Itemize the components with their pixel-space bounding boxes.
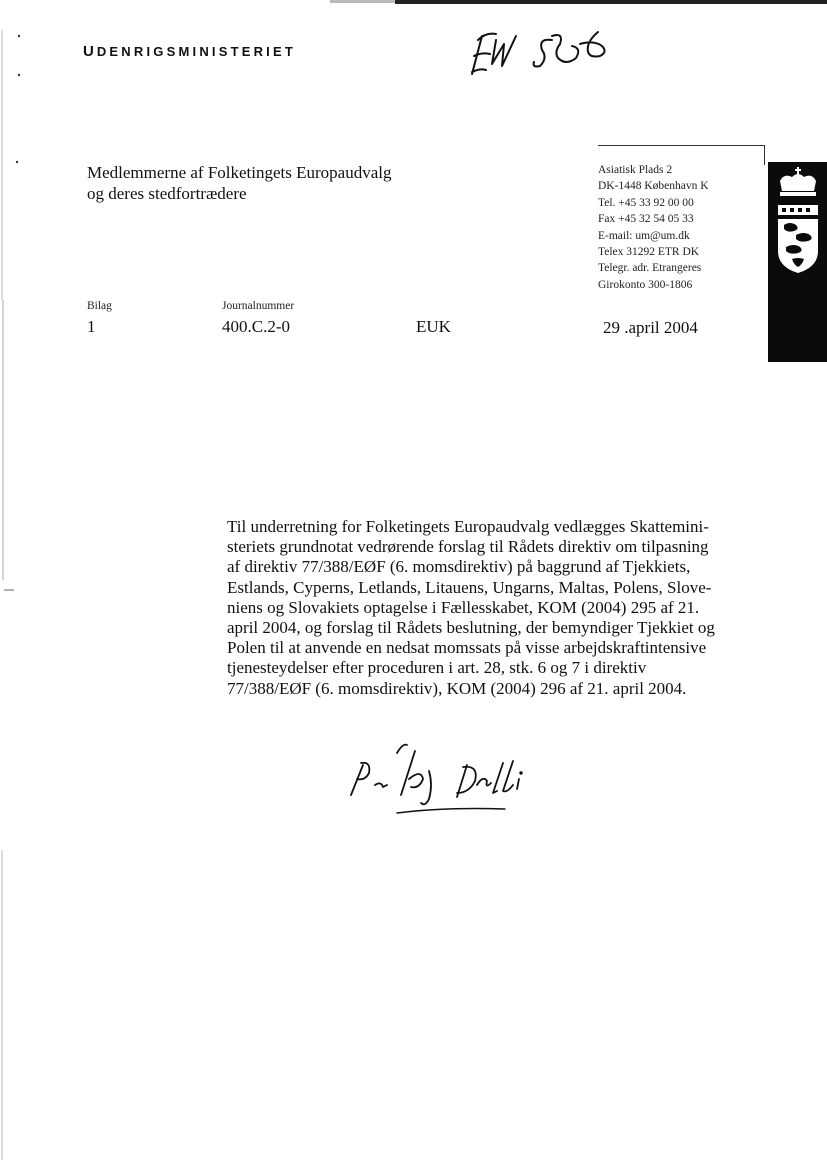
body-line: april 2004, og forslag til Rådets beslutning, der bemyndiger Tjekkiet og (227, 618, 715, 638)
body-line: steriets grundnotat vedrørende forslag til Rådets direktiv om tilpasning (227, 537, 709, 557)
handwritten-reference (468, 22, 618, 77)
address-fax: Fax +45 32 54 05 33 (598, 213, 694, 226)
body-line: tjenesteydelser efter proceduren i art. 28, stk. 6 og 7 i direktiv (227, 658, 647, 678)
address-giro: Girokonto 300-1806 (598, 278, 693, 291)
scan-edge-bar (395, 0, 827, 4)
body-line: Estlands, Cyperns, Letlands, Litauens, Ungarns, Maltas, Polens, Slove- (227, 577, 712, 597)
body-line: niens og Slovakiets optagelse i Fællesskabet, KOM (2004) 295 af 21. (227, 597, 700, 617)
scan-edge-light (330, 0, 400, 3)
address-rule (598, 145, 765, 146)
address-block (598, 162, 709, 293)
ministry-initial: U (83, 43, 97, 60)
address-phone: Tel. +45 33 92 00 00 (598, 196, 694, 209)
address-city: DK-1448 København K (598, 180, 709, 193)
office-code: EUK (416, 317, 451, 336)
recipient-block (87, 162, 392, 204)
bilag-value: 1 (87, 317, 96, 336)
body-line: Til underretning for Folketingets Europaudvalg vedlægges Skattemini- (227, 517, 709, 536)
signature (345, 735, 560, 825)
body-paragraph (227, 517, 723, 699)
journal-label: Journalnummer (222, 300, 295, 312)
address-telegram: Telegr. adr. Etrangeres (598, 262, 702, 275)
royal-crest-icon (770, 167, 827, 279)
address-rule-vertical (764, 145, 765, 165)
address-telex: Telex 31292 ETR DK (598, 246, 700, 259)
journal-number: 400.C.2-0 (222, 317, 290, 336)
ministry-name-rest: DENRIGSMINISTERIET (96, 44, 297, 59)
address-email: E-mail: um@um.dk (598, 229, 690, 242)
body-line: Polen til at anvende en nedsat momssats på visse arbejdskraftintensive (227, 638, 707, 658)
bilag-label: Bilag (87, 300, 112, 312)
body-line: af direktiv 77/388/EØF (6. momsdirektiv) på baggrund af Tjekkiets, (227, 557, 691, 577)
letter-date: 29 .april 2004 (603, 318, 698, 337)
scan-margin-marks (0, 0, 20, 1163)
recipient-line-1: Medlemmerne af Folketingets Europaudvalg (87, 163, 392, 182)
body-line: 77/388/EØF (6. momsdirektiv), KOM (2004) 296 af 21. april 2004. (227, 678, 687, 698)
address-street: Asiatisk Plads 2 (598, 164, 673, 176)
recipient-line-2: og deres stedfortrædere (87, 184, 247, 203)
ministry-name (83, 43, 296, 60)
